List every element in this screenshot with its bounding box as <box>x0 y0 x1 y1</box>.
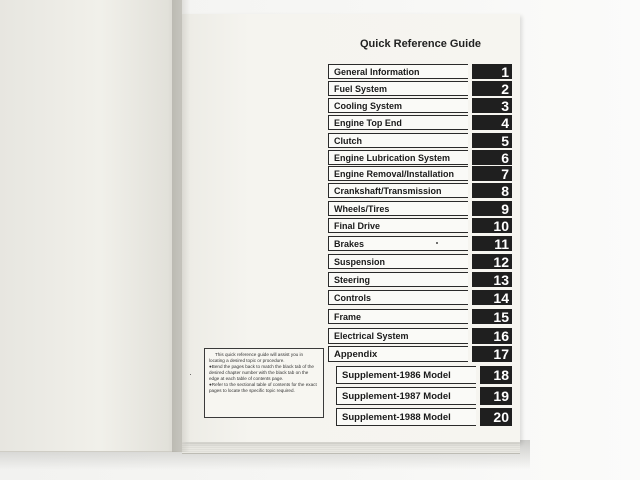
section-number-tab: 2 <box>472 81 512 96</box>
section-row <box>328 254 518 269</box>
section-number-tab: 18 <box>480 366 512 384</box>
guide-title: Quick Reference Guide <box>360 38 482 50</box>
section-row <box>328 133 518 148</box>
note-line: ●Bend the pages back to match the black tab of the desired chapter number with the black tab on the edge at each table of contents page. <box>209 364 314 381</box>
note-line: ●Refer to the sectional table of contents for the exact pages to locate the specific topic required. <box>209 382 317 393</box>
section-label: Final Drive <box>328 218 468 233</box>
section-row <box>328 166 518 181</box>
section-number-tab: 16 <box>472 328 512 344</box>
page-edges <box>182 440 520 454</box>
section-row <box>336 366 526 384</box>
left-page <box>0 0 182 452</box>
section-number-tab: 8 <box>472 183 512 198</box>
section-label: General Information <box>328 64 468 79</box>
section-number-tab: 12 <box>472 254 512 269</box>
section-row <box>328 236 518 251</box>
section-label: Engine Lubrication System <box>328 150 468 165</box>
section-number-tab: 3 <box>472 98 512 113</box>
section-label: Suspension <box>328 254 468 269</box>
section-row <box>328 290 518 305</box>
section-label: Frame <box>328 309 468 324</box>
section-label: Electrical System <box>328 328 468 344</box>
section-number-tab: 9 <box>472 201 512 216</box>
section-row <box>336 408 526 426</box>
section-row <box>328 115 518 130</box>
section-number-tab: 17 <box>472 346 512 362</box>
section-label: Supplement-1988 Model <box>336 408 476 426</box>
section-row <box>328 272 518 287</box>
section-number-tab: 20 <box>480 408 512 426</box>
section-label: Supplement-1987 Model <box>336 387 476 405</box>
section-label: Clutch <box>328 133 468 148</box>
section-row <box>328 183 518 198</box>
section-number-tab: 4 <box>472 115 512 130</box>
section-label: Controls <box>328 290 468 305</box>
section-label: Engine Top End <box>328 115 468 130</box>
section-number-tab: 1 <box>472 64 512 79</box>
section-row <box>328 81 518 96</box>
section-label: Crankshaft/Transmission <box>328 183 468 198</box>
section-number-tab: 11 <box>472 236 512 251</box>
section-label: Cooling System <box>328 98 468 113</box>
section-row <box>328 201 518 216</box>
section-number-tab: 14 <box>472 290 512 305</box>
section-row <box>328 309 518 324</box>
section-label: Fuel System <box>328 81 468 96</box>
section-number-tab: 5 <box>472 133 512 148</box>
section-row <box>328 218 518 233</box>
section-row <box>328 346 518 362</box>
note-line: This quick reference guide will assist you in locating a desired topic or procedure. <box>209 352 304 363</box>
section-label: Engine Removal/Installation <box>328 166 468 181</box>
section-row <box>328 98 518 113</box>
section-number-tab: 19 <box>480 387 512 405</box>
section-label: Steering <box>328 272 468 287</box>
usage-note <box>204 348 324 418</box>
section-row <box>328 328 518 344</box>
section-label: Supplement-1986 Model <box>336 366 476 384</box>
section-number-tab: 10 <box>472 218 512 233</box>
paper-speck <box>190 374 191 375</box>
section-row <box>328 150 518 165</box>
section-row <box>328 64 518 79</box>
section-label: Wheels/Tires <box>328 201 468 216</box>
book-gutter <box>172 0 190 452</box>
section-number-tab: 15 <box>472 309 512 324</box>
section-number-tab: 13 <box>472 272 512 287</box>
section-row <box>336 387 526 405</box>
section-number-tab: 7 <box>472 166 512 181</box>
section-label: Brakes <box>328 236 468 251</box>
paper-speck <box>436 242 438 244</box>
section-label: Appendix <box>328 346 468 362</box>
section-number-tab: 6 <box>472 150 512 165</box>
